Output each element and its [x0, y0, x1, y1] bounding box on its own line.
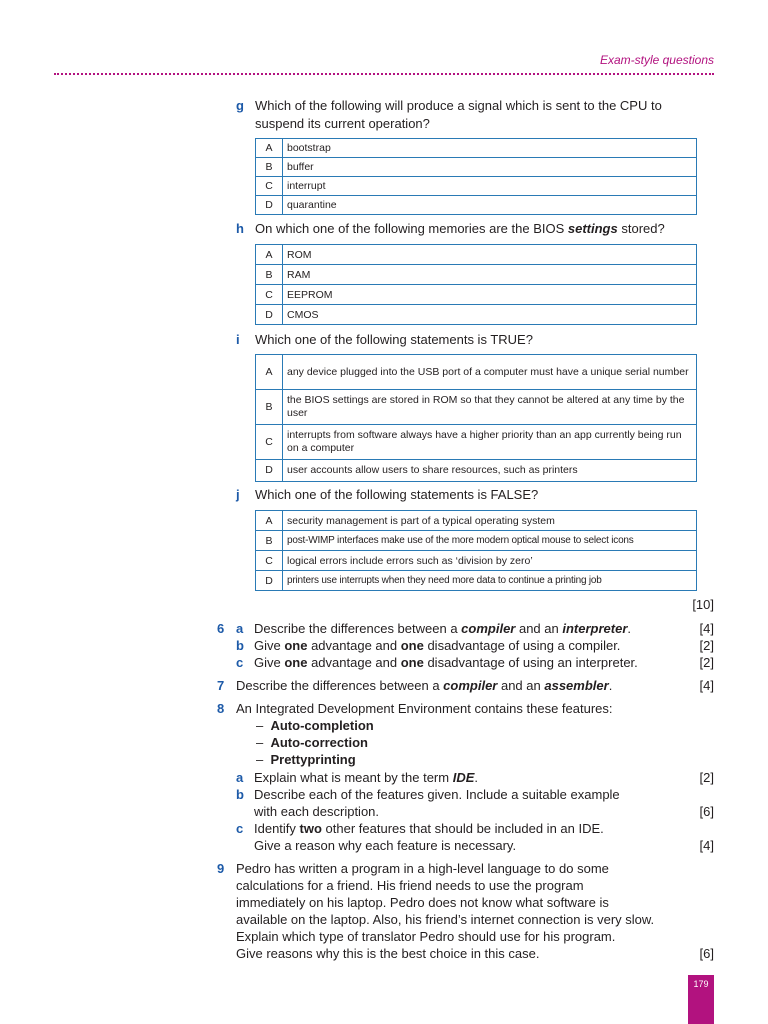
- question-i-line1: Which one of the following statements is TRUE?: [255, 332, 533, 347]
- emphasis-run: one: [400, 638, 424, 653]
- question-9-line: immediately on his laptop. Pedro does not know what software is: [236, 895, 609, 910]
- option-text: user accounts allow users to share resources, such as printers: [283, 460, 697, 482]
- text-run: Explain what is meant by the term: [254, 770, 453, 785]
- text-run: and an: [515, 621, 563, 636]
- option-text: EEPROM: [283, 285, 697, 305]
- option-letter: D: [256, 305, 283, 325]
- mark-6c: [2]: [699, 655, 714, 670]
- question-g-line1: Which of the following will produce a signal which is sent to the CPU to: [255, 98, 662, 113]
- option-text: logical errors include errors such as ‘division by zero’: [283, 551, 697, 571]
- option-text: RAM: [283, 265, 697, 285]
- feature-item: [256, 751, 356, 768]
- option-letter: B: [256, 531, 283, 551]
- text-run: advantage and: [307, 638, 401, 653]
- question-8a-letter: a: [236, 770, 244, 785]
- feature-item: [256, 734, 368, 751]
- mark-6a: [4]: [699, 621, 714, 636]
- header-divider: [54, 73, 714, 75]
- option-row: [256, 158, 697, 177]
- page-number: 179: [688, 975, 714, 1024]
- option-row: [256, 196, 697, 215]
- feature-item: [256, 717, 374, 734]
- option-letter: D: [256, 571, 283, 591]
- emphasis-run: two: [299, 821, 322, 836]
- question-6c-text: [254, 654, 638, 671]
- option-text: ROM: [283, 245, 697, 265]
- text-run: .: [608, 678, 613, 693]
- text-run: Describe the differences between a: [236, 678, 444, 693]
- question-letter-i: i: [236, 332, 240, 347]
- question-number-8: 8: [217, 701, 225, 716]
- question-9-line: calculations for a friend. His friend needs to use the program: [236, 878, 584, 893]
- option-letter: C: [256, 551, 283, 571]
- mark-8b: [6]: [699, 804, 714, 819]
- text-run: Identify: [254, 821, 300, 836]
- option-row: [256, 511, 697, 531]
- question-9-line: Explain which type of translator Pedro should use for his program.: [236, 929, 616, 944]
- mark-9: [6]: [699, 946, 714, 961]
- option-text: interrupt: [283, 177, 697, 196]
- question-g-line2: suspend its current operation?: [255, 116, 430, 131]
- question-6a-letter: a: [236, 621, 244, 636]
- question-h-emphasis: settings: [567, 221, 618, 236]
- option-letter: D: [256, 196, 283, 215]
- emphasis-run: assembler: [544, 678, 609, 693]
- option-letter: C: [256, 177, 283, 196]
- options-table-g: [255, 138, 697, 215]
- mark-7: [4]: [699, 678, 714, 693]
- question-h-post: stored?: [617, 221, 665, 236]
- option-row: [256, 390, 697, 425]
- option-letter: A: [256, 245, 283, 265]
- options-table-i: [255, 354, 697, 482]
- option-text: any device plugged into the USB port of a computer must have a unique serial number: [283, 355, 697, 390]
- option-letter: C: [256, 285, 283, 305]
- option-letter: C: [256, 425, 283, 460]
- question-8c-line1: [254, 820, 604, 837]
- running-header: Exam-style questions: [599, 53, 714, 67]
- option-text: the BIOS settings are stored in ROM so that they cannot be altered at any time by the user: [283, 390, 697, 425]
- question-9-line: Give reasons why this is the best choice in this case.: [236, 946, 540, 961]
- question-8c-letter: c: [236, 821, 244, 836]
- question-6a-text: [254, 620, 631, 637]
- option-text: quarantine: [283, 196, 697, 215]
- text-run: disadvantage of using an interpreter.: [423, 655, 638, 670]
- text-run: .: [474, 770, 478, 785]
- question-h-text: [255, 220, 665, 237]
- text-run: Give: [254, 638, 285, 653]
- question-9-line: Pedro has written a program in a high-level language to do some: [236, 861, 609, 876]
- feature-text: Auto-correction: [270, 735, 368, 750]
- question-8b-line2: with each description.: [254, 804, 380, 819]
- options-table-h: [255, 244, 697, 325]
- question-8b-line1: Describe each of the features given. Include a suitable example: [254, 787, 620, 802]
- text-run: Give: [254, 655, 285, 670]
- option-row: [256, 285, 697, 305]
- option-row: [256, 305, 697, 325]
- text-run: Describe the differences between a: [254, 621, 462, 636]
- question-number-6: 6: [217, 621, 225, 636]
- dash: –: [256, 735, 264, 750]
- option-letter: A: [256, 355, 283, 390]
- text-run: advantage and: [307, 655, 401, 670]
- question-8-intro: An Integrated Development Environment contains these features:: [236, 701, 613, 716]
- option-text: CMOS: [283, 305, 697, 325]
- option-row: [256, 425, 697, 460]
- option-row: [256, 245, 697, 265]
- emphasis-run: one: [284, 638, 308, 653]
- question-6b-text: [254, 637, 620, 654]
- question-letter-j: j: [236, 487, 240, 502]
- dash: –: [256, 752, 264, 767]
- option-text: security management is part of a typical operating system: [283, 511, 697, 531]
- option-row: [256, 531, 697, 551]
- option-letter: A: [256, 511, 283, 531]
- emphasis-run: one: [400, 655, 424, 670]
- mark-6b: [2]: [699, 638, 714, 653]
- feature-text: Prettyprinting: [270, 752, 356, 767]
- dash: –: [256, 718, 264, 733]
- question-9-line: available on the laptop. Also, his friend’s internet connection is very slow.: [236, 912, 655, 927]
- text-run: disadvantage of using a compiler.: [423, 638, 621, 653]
- option-text: buffer: [283, 158, 697, 177]
- question-6c-letter: c: [236, 655, 244, 670]
- emphasis-run: compiler: [443, 678, 498, 693]
- option-letter: B: [256, 158, 283, 177]
- option-text: post-WIMP interfaces make use of the more modern optical mouse to select icons: [283, 531, 697, 551]
- option-letter: D: [256, 460, 283, 482]
- question-8a-text: [254, 769, 478, 786]
- option-row: [256, 571, 697, 591]
- option-text: interrupts from software always have a higher priority than an app currently being run on a computer: [283, 425, 697, 460]
- emphasis-run: compiler: [461, 621, 516, 636]
- option-row: [256, 177, 697, 196]
- question-letter-g: g: [236, 98, 244, 113]
- text-run: other features that should be included in an IDE.: [321, 821, 604, 836]
- question-letter-h: h: [236, 221, 244, 236]
- mark-8c: [4]: [699, 838, 714, 853]
- options-table-j: [255, 510, 697, 591]
- question-6b-letter: b: [236, 638, 244, 653]
- option-letter: B: [256, 390, 283, 425]
- text-run: and an: [497, 678, 545, 693]
- mark-q5: [10]: [692, 597, 714, 612]
- mark-8a: [2]: [699, 770, 714, 785]
- option-row: [256, 265, 697, 285]
- emphasis-run: interpreter: [562, 621, 628, 636]
- option-row: [256, 460, 697, 482]
- option-text: printers use interrupts when they need more data to continue a printing job: [283, 571, 697, 591]
- option-letter: B: [256, 265, 283, 285]
- text-run: .: [627, 621, 632, 636]
- question-8b-letter: b: [236, 787, 244, 802]
- emphasis-run: one: [284, 655, 308, 670]
- feature-text: Auto-completion: [270, 718, 374, 733]
- option-text: bootstrap: [283, 139, 697, 158]
- emphasis-run: IDE: [452, 770, 475, 785]
- option-row: [256, 551, 697, 571]
- question-8c-line2: Give a reason why each feature is necessary.: [254, 838, 517, 853]
- question-7-text: [236, 677, 612, 694]
- question-number-9: 9: [217, 861, 225, 876]
- question-j-line1: Which one of the following statements is FALSE?: [255, 487, 539, 502]
- option-row: [256, 139, 697, 158]
- option-letter: A: [256, 139, 283, 158]
- option-row: [256, 355, 697, 390]
- question-h-pre: On which one of the following memories are the BIOS: [255, 221, 568, 236]
- question-number-7: 7: [217, 678, 225, 693]
